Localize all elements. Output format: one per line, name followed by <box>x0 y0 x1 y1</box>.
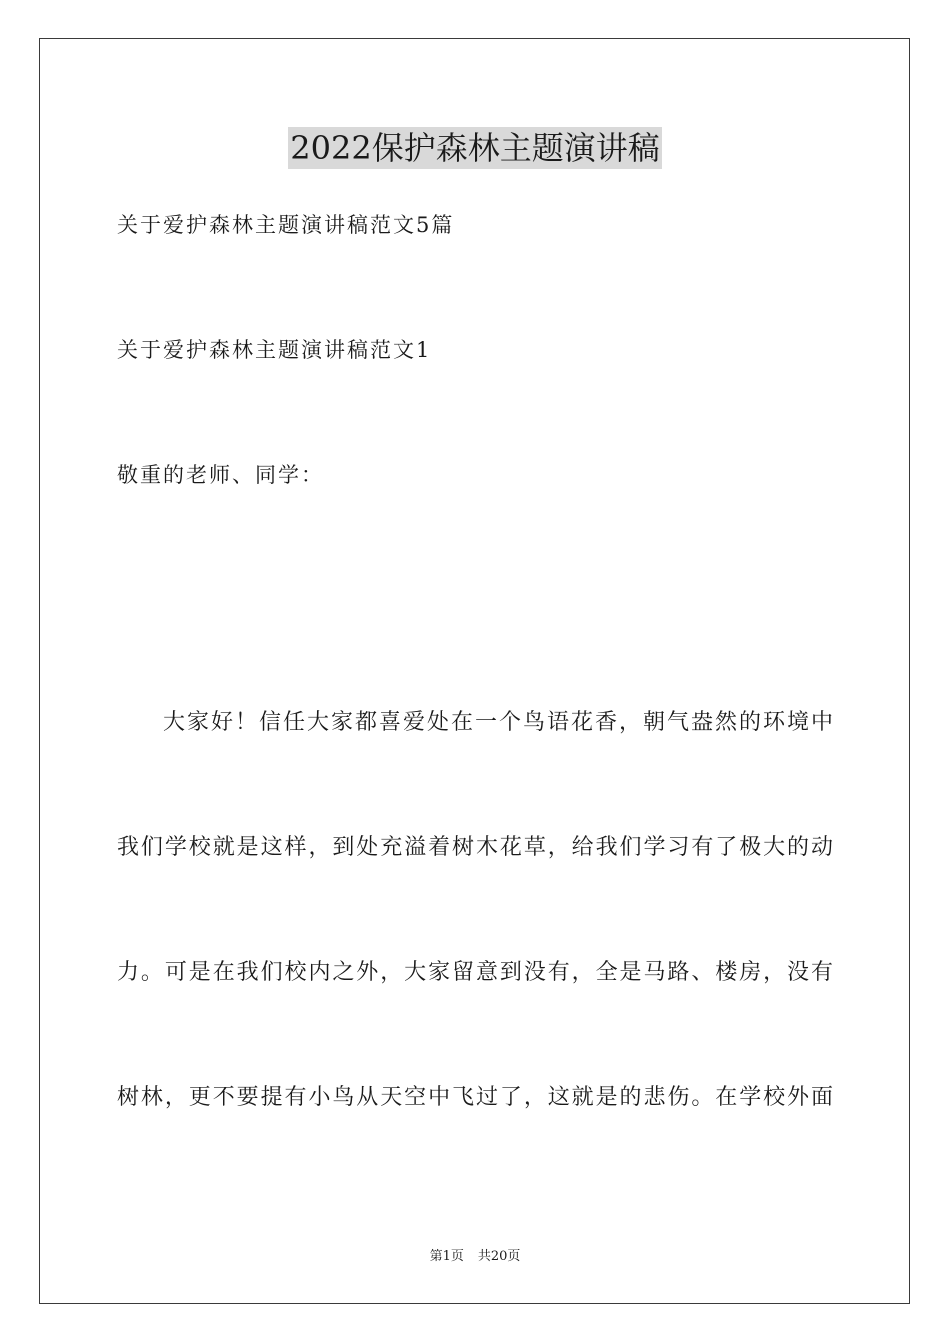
title-container <box>0 127 950 169</box>
paragraph-line-1: 大家好！信任大家都喜爱处在一个鸟语花香，朝气盎然的环境中 <box>163 710 833 735</box>
document-subtitle: 关于爱护森林主题演讲稿范文5篇 <box>117 213 455 237</box>
salutation: 敬重的老师、同学： <box>117 463 324 487</box>
document-title: 2022保护森林主题演讲稿 <box>290 129 660 167</box>
paragraph-line-2: 我们学校就是这样，到处充溢着树木花草，给我们学习有了极大的动 <box>117 835 833 860</box>
page-total: 共20页 <box>477 1249 521 1264</box>
section-heading: 关于爱护森林主题演讲稿范文1 <box>117 338 432 362</box>
page-number: 第1页 <box>429 1249 464 1264</box>
paragraph-line-4: 树林，更不要提有小鸟从天空中飞过了，这就是的悲伤。在学校外面 <box>117 1085 833 1110</box>
page-footer <box>0 1248 950 1266</box>
paragraph-line-3: 力。可是在我们校内之外，大家留意到没有，全是马路、楼房，没有 <box>117 960 833 985</box>
